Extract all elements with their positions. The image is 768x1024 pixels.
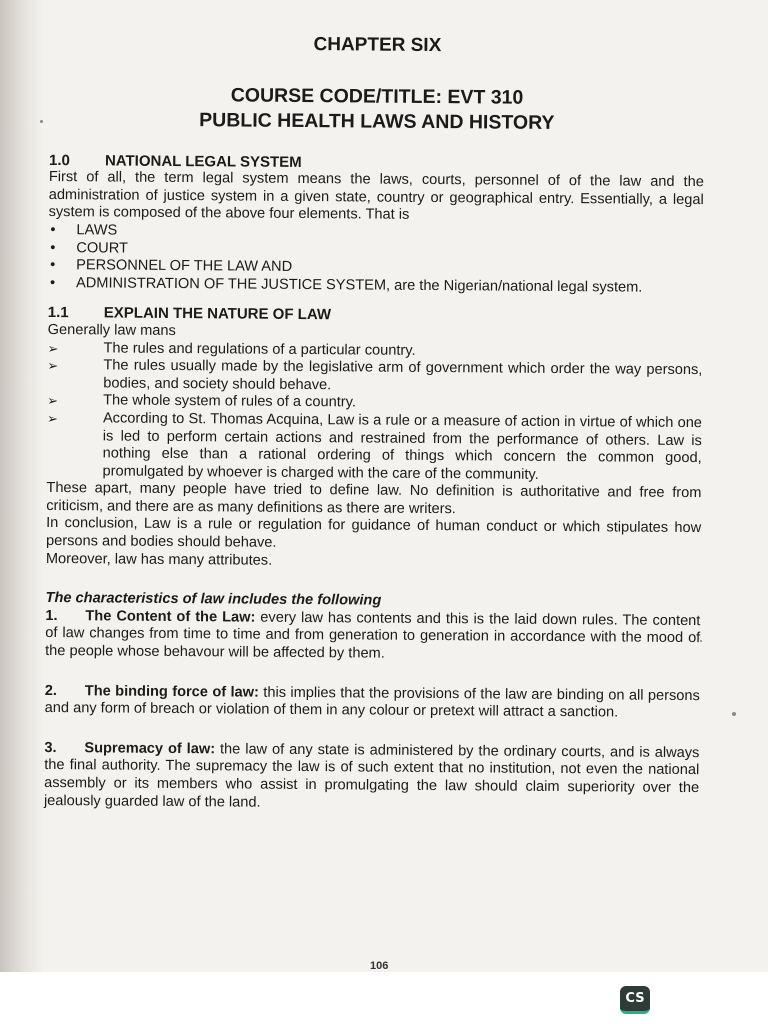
item-title: The binding force of law: [84,682,259,701]
characteristic-item [45,683,700,723]
camscanner-logo: CS [620,986,650,1014]
course-title: PUBLIC HEALTH LAWS AND HISTORY [199,108,555,134]
scan-speck [700,640,702,642]
paragraph: Moreover, law has many attributes. [45,550,273,569]
item-text: the law of any state is administered by the ordinary courts, and is always the final authority. The supremacy the law is of such extent that no institution, not even the national assembly or its members who assist in promulgating the law should claim superiority over the jealously guarded law of the land. [43,741,700,811]
list-item: • COURT [48,240,703,263]
item-text: every law has contents and this is the laid down rules. The content of law changes from time to time and from generation to generation in accordance with the mood of the people whose behavour will be affected by them. [45,609,701,662]
section-title: EXPLAIN THE NATURE OF LAW [103,304,332,324]
list-item: • PERSONNEL OF THE LAW AND [48,257,703,280]
section-intro: First of all, the term legal system means the laws, courts, personnel of of the law and the administration of justice system in a given state, country or geographical entry. Essentially, a legal system is composed of the above four elements. That is [48,169,704,224]
list-item: ➢ According to St. Thomas Acquina, Law is a rule or a measure of action in virtue of which one is led to perform certain actions and restrained from the performance of others. Law is nothing else than a rational ordering of things which concern the common good, promulgated by whoever is charged with the care of the community. [46,410,703,483]
section-intro: Generally law mans [47,321,176,339]
arrow-bullet-icon: ➢ [47,340,59,356]
page-edge-shadow [0,0,44,980]
list-item: ➢ The whole system of rules of a country. [47,392,356,411]
arrow-bullet-icon: ➢ [47,358,59,374]
characteristic-item [44,740,700,816]
section-number: 1.1 [47,304,69,322]
item-number: 1. [45,607,58,624]
characteristic-item [45,608,700,666]
section-number: 1.0 [48,151,70,169]
arrow-bullet-icon: ➢ [46,410,58,426]
course-heading [49,82,704,137]
legal-elements-list [48,222,704,298]
item-text: this implies that the provisions of the law are binding on all persons and any form of breach or violation of them in any colour or pretext will attract a sanction. [44,684,700,721]
scan-speck [40,120,43,123]
scan-speck [732,712,736,716]
document-body [44,34,705,815]
characteristics-heading: The characteristics of law includes the following [45,590,382,609]
item-title: Supremacy of law: [84,740,216,758]
list-item: ➢ The rules and regulations of a particular country. [47,339,416,359]
item-title: The Content of the Law: [85,608,256,626]
paragraph: These apart, many people have tried to define law. No definition is authoritative and free from criticism, and there are as many definitions as there are writers. [46,480,702,518]
list-item: ➢ The rules usually made by the legislative arm of government which order the way persons, bodies, and society should behave. [47,357,703,393]
list-item: • LAWS [48,222,703,245]
scan-margin [0,972,768,1024]
list-item: • ADMINISTRATION OF THE JUSTICE SYSTEM, are the Nigerian/national legal system. [48,275,703,298]
item-number: 3. [44,739,57,756]
arrow-bullet-icon: ➢ [47,393,59,409]
item-number: 2. [44,682,58,699]
course-code: COURSE CODE/TITLE: EVT 310 [230,84,524,109]
law-definitions-list [46,340,702,486]
paragraph: In conclusion, Law is a rule or regulation for guidance of human conduct or which stipulates how persons and bodies should behave. [45,515,702,551]
chapter-title: CHAPTER SIX [313,34,442,57]
section-title: NATIONAL LEGAL SYSTEM [104,152,302,171]
page-number: 106 [370,960,389,972]
